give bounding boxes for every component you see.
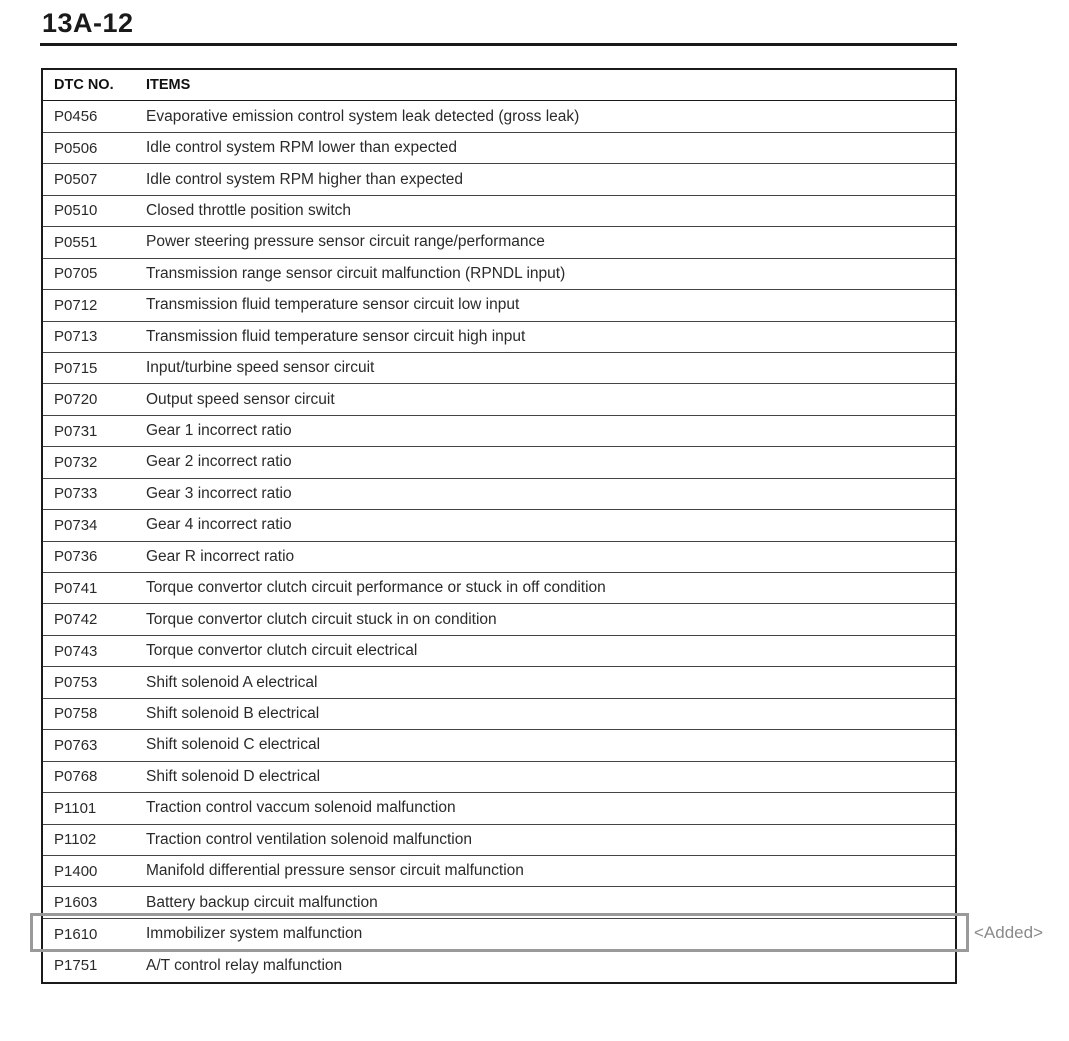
dtc-code: P0758 — [54, 705, 98, 723]
dtc-code: P0713 — [54, 328, 98, 346]
dtc-item: Output speed sensor circuit — [146, 390, 335, 408]
dtc-item: Traction control vaccum solenoid malfunction — [146, 799, 456, 817]
dtc-item: Torque convertor clutch circuit stuck in on condition — [146, 610, 497, 628]
dtc-code: P0743 — [54, 642, 98, 660]
dtc-item: Evaporative emission control system leak detected (gross leak) — [146, 107, 580, 125]
table-row — [43, 133, 955, 164]
dtc-item: Shift solenoid B electrical — [146, 704, 320, 722]
table-row — [43, 196, 955, 227]
table-row — [43, 919, 955, 950]
table-row — [43, 856, 955, 887]
dtc-item: Power steering pressure sensor circuit range/performance — [146, 233, 545, 251]
dtc-item: Gear 2 incorrect ratio — [146, 453, 292, 471]
dtc-code: P1610 — [54, 925, 98, 943]
dtc-code: P0715 — [54, 359, 98, 377]
table-row — [43, 322, 955, 353]
dtc-code: P0506 — [54, 139, 98, 157]
table-row — [43, 479, 955, 510]
table-row — [43, 510, 955, 541]
table-row — [43, 384, 955, 415]
dtc-code: P0768 — [54, 768, 98, 786]
dtc-item: Closed throttle position switch — [146, 201, 352, 219]
dtc-code: P1101 — [54, 799, 97, 817]
dtc-item: Idle control system RPM higher than expected — [146, 170, 464, 188]
dtc-item: Transmission fluid temperature sensor circuit high input — [146, 327, 526, 345]
dtc-item: Gear R incorrect ratio — [146, 547, 295, 565]
dtc-code: P1400 — [54, 862, 98, 880]
table-row — [43, 353, 955, 384]
dtc-item: Input/turbine speed sensor circuit — [146, 359, 375, 377]
dtc-code: P0742 — [54, 611, 98, 629]
table-row — [43, 667, 955, 698]
dtc-code: P0705 — [54, 265, 98, 283]
table-row — [43, 447, 955, 478]
dtc-code: P0507 — [54, 171, 98, 189]
dtc-table — [41, 68, 957, 984]
dtc-item: Transmission fluid temperature sensor circuit low input — [146, 296, 520, 314]
table-row — [43, 227, 955, 258]
table-row — [43, 636, 955, 667]
dtc-code: P0712 — [54, 296, 98, 314]
table-row — [43, 730, 955, 761]
dtc-item: Immobilizer system malfunction — [146, 925, 363, 943]
table-row — [43, 950, 955, 981]
dtc-code: P0732 — [54, 453, 98, 471]
table-row — [43, 101, 955, 132]
table-row — [43, 542, 955, 573]
header-items: ITEMS — [146, 77, 191, 94]
added-annotation-label: <Added> — [974, 923, 1044, 942]
dtc-code: P1751 — [54, 957, 98, 975]
dtc-item: Shift solenoid A electrical — [146, 673, 318, 691]
dtc-item: Shift solenoid D electrical — [146, 767, 321, 785]
table-header-row — [43, 70, 955, 101]
dtc-item: Transmission range sensor circuit malfunction (RPNDL input) — [146, 264, 566, 282]
dtc-code: P0734 — [54, 516, 98, 534]
table-row — [43, 793, 955, 824]
dtc-code: P0763 — [54, 736, 98, 754]
table-row — [43, 887, 955, 918]
dtc-item: Gear 4 incorrect ratio — [146, 516, 292, 534]
dtc-item: Battery backup circuit malfunction — [146, 893, 378, 911]
dtc-code: P0736 — [54, 548, 98, 566]
title-rule — [40, 43, 957, 46]
table-row — [43, 259, 955, 290]
dtc-item: Manifold differential pressure sensor circuit malfunction — [146, 862, 524, 880]
dtc-item: Gear 1 incorrect ratio — [146, 422, 292, 440]
table-row — [43, 164, 955, 195]
dtc-item: Torque convertor clutch circuit performance or stuck in off condition — [146, 579, 606, 597]
dtc-item: Traction control ventilation solenoid malfunction — [146, 830, 472, 848]
dtc-code: P0733 — [54, 485, 98, 503]
dtc-item: Gear 3 incorrect ratio — [146, 484, 292, 502]
dtc-item: Idle control system RPM lower than expected — [146, 139, 457, 157]
dtc-code: P0753 — [54, 674, 98, 692]
table-row — [43, 825, 955, 856]
page-title: 13A-12 — [42, 8, 134, 38]
dtc-code: P0456 — [54, 108, 98, 126]
dtc-item: A/T control relay malfunction — [146, 956, 343, 974]
table-row — [43, 604, 955, 635]
dtc-code: P0510 — [54, 202, 98, 220]
table-row — [43, 290, 955, 321]
dtc-code: P0731 — [54, 422, 98, 440]
table-row — [43, 416, 955, 447]
dtc-code: P0551 — [54, 233, 98, 251]
table-body — [43, 101, 955, 981]
dtc-code: P0720 — [54, 391, 98, 409]
dtc-item: Shift solenoid C electrical — [146, 736, 321, 754]
dtc-code: P1102 — [54, 831, 97, 849]
table-row — [43, 573, 955, 604]
dtc-item: Torque convertor clutch circuit electrical — [146, 642, 418, 660]
table-row — [43, 762, 955, 793]
table-row — [43, 699, 955, 730]
dtc-code: P1603 — [54, 894, 98, 912]
dtc-code: P0741 — [54, 579, 98, 597]
header-dtc-no: DTC NO. — [54, 77, 114, 94]
